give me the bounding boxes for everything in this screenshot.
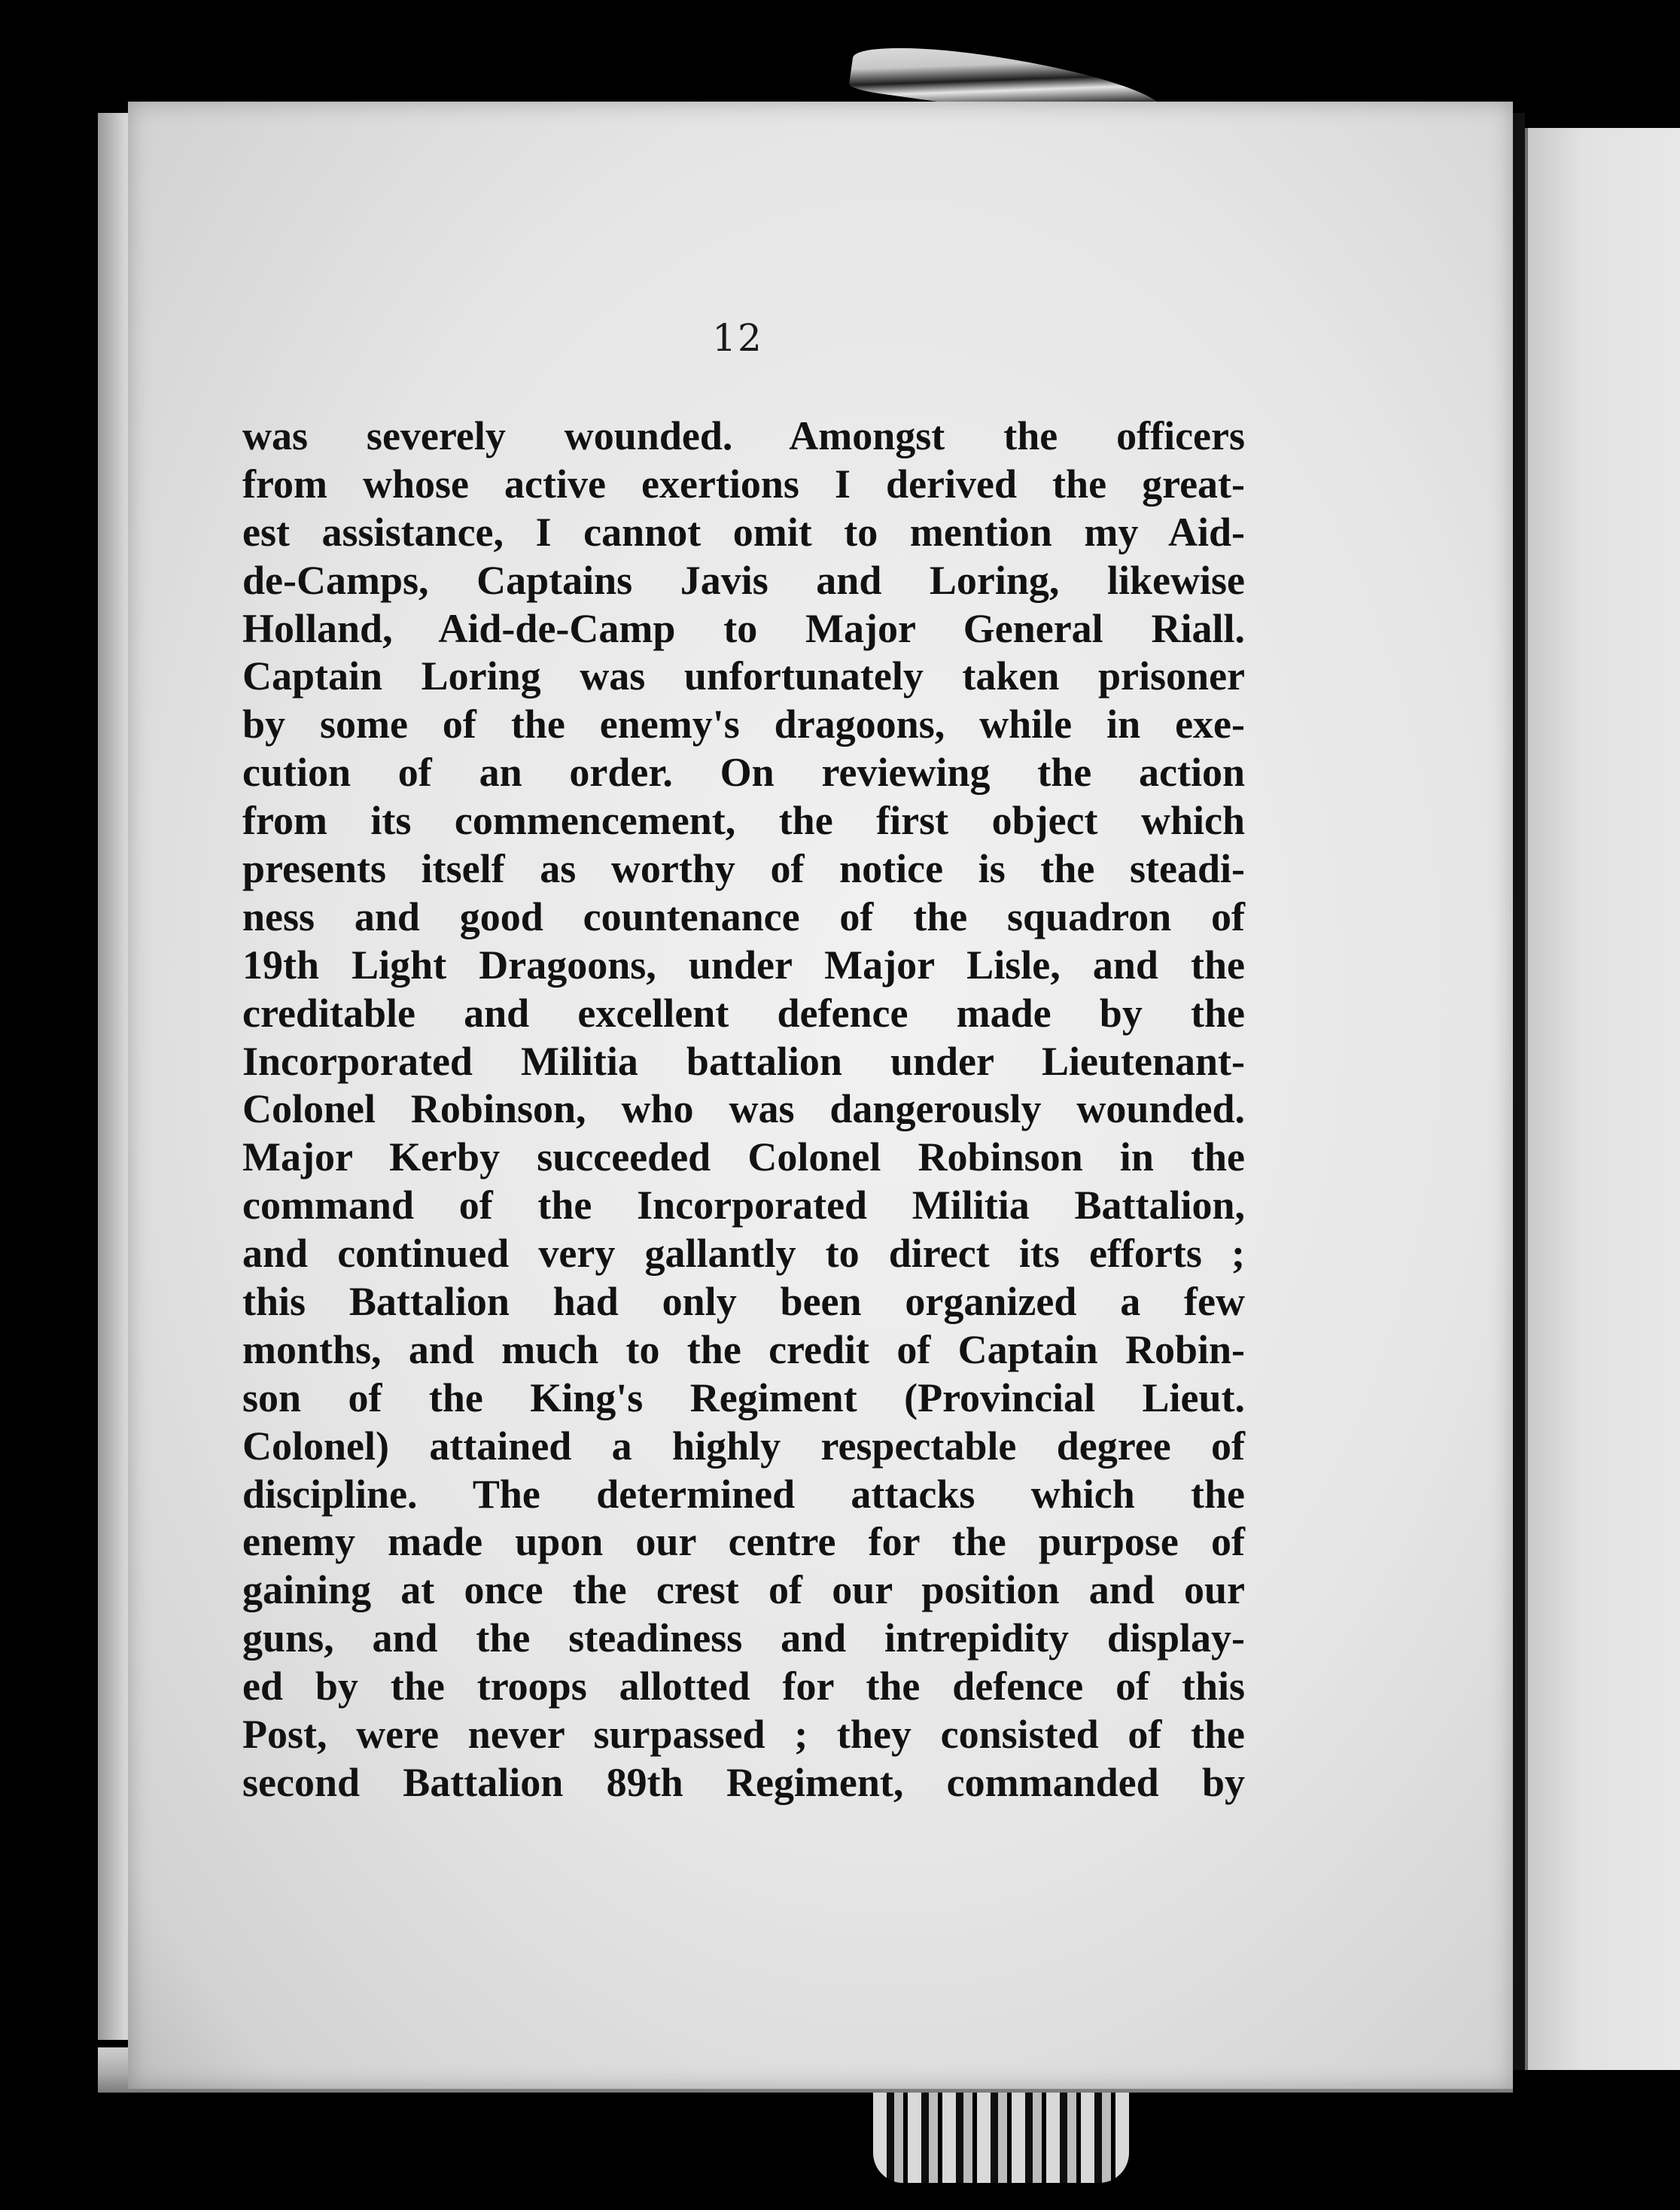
binding-clip-bottom	[873, 2093, 1129, 2183]
text-line: son of the King's Regiment (Provincial Lieut.	[242, 1374, 1245, 1420]
text-line: from whose active exertions I derived the great-	[242, 461, 1245, 507]
text-line: Colonel Robinson, who was dangerously wounded.	[242, 1086, 1245, 1132]
text-line: and continued very gallantly to direct its efforts ;	[242, 1231, 1245, 1277]
page-number: 12	[712, 316, 763, 360]
text-line: months, and much to the credit of Captain Robin-	[242, 1326, 1245, 1372]
text-line: presents itself as worthy of notice is the steadi-	[242, 846, 1245, 892]
text-line: discipline. The determined attacks which the	[242, 1471, 1245, 1517]
text-line: ed by the troops allotted for the defence of this	[242, 1664, 1245, 1709]
text-line: est assistance, I cannot omit to mention my Aid-	[242, 509, 1245, 555]
text-line: by some of the enemy's dragoons, while in exe-	[242, 702, 1245, 747]
text-line: was severely wounded. Amongst the officers	[242, 413, 1245, 458]
text-line: Holland, Aid-de-Camp to Major General Riall.	[242, 605, 1245, 651]
text-line: gaining at once the crest of our position and our	[242, 1567, 1245, 1613]
text-line: command of the Incorporated Militia Battalion,	[242, 1183, 1245, 1228]
text-line: this Battalion had only been organized a few	[242, 1279, 1245, 1325]
text-line: Colonel) attained a highly respectable degree of	[242, 1423, 1245, 1469]
text-line: 19th Light Dragoons, under Major Lisle, and the	[242, 942, 1245, 988]
facing-page-edge	[1525, 128, 1680, 2070]
text-line: from its commencement, the first object which	[242, 798, 1245, 844]
text-line: creditable and excellent defence made by the	[242, 990, 1245, 1036]
text-line: second Battalion 89th Regiment, commanded by	[242, 1759, 1245, 1805]
text-line: cution of an order. On reviewing the action	[242, 750, 1245, 796]
text-line: guns, and the steadiness and intrepidity display-	[242, 1615, 1245, 1661]
text-line: Post, were never surpassed ; they consisted of the	[242, 1712, 1245, 1758]
text-line: enemy made upon our centre for the purpose of	[242, 1519, 1245, 1565]
text-line: de-Camps, Captains Javis and Loring, likewise	[242, 557, 1245, 603]
text-line: Major Kerby succeeded Colonel Robinson in the	[242, 1134, 1245, 1180]
page-gutter	[1513, 113, 1525, 2070]
text-line: Captain Loring was unfortunately taken prisoner	[242, 653, 1245, 699]
text-line: Incorporated Militia battalion under Lieutenant-	[242, 1038, 1245, 1084]
text-line: ness and good countenance of the squadron of	[242, 893, 1245, 939]
body-text	[242, 412, 1245, 1807]
